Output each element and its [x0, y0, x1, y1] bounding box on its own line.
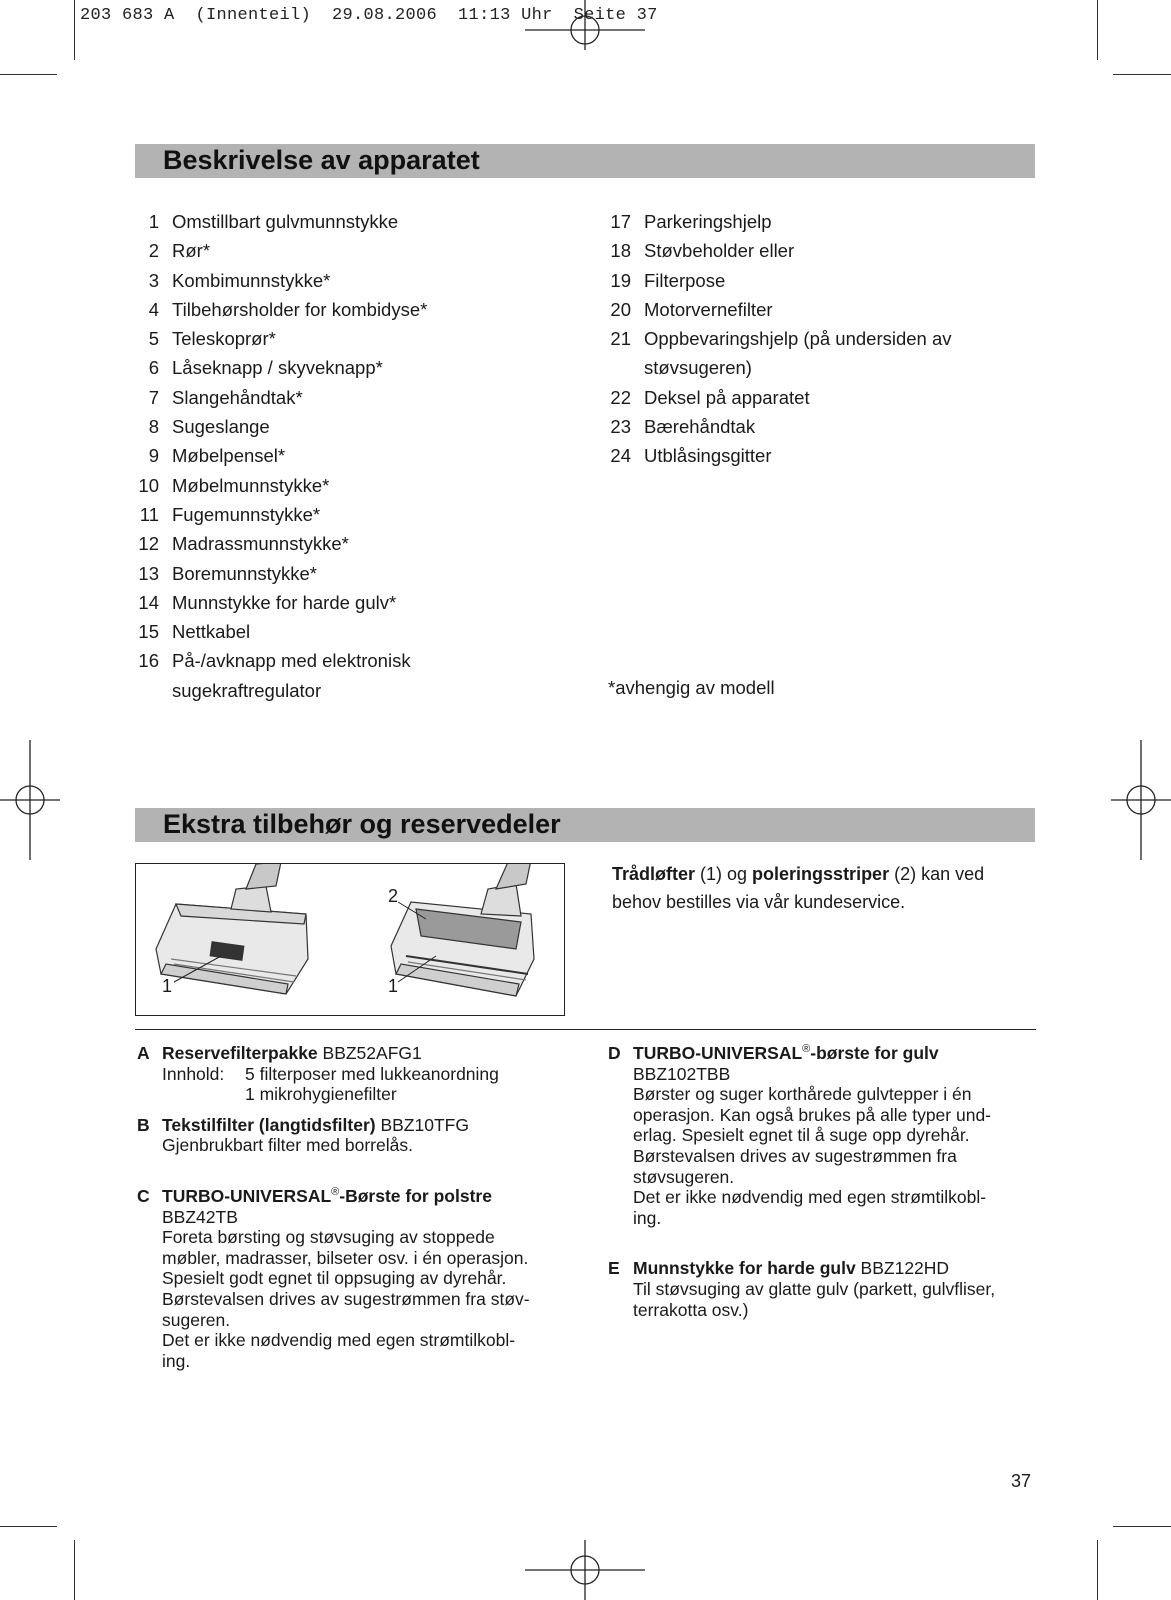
list-item	[595, 324, 952, 353]
item-number: 22	[610, 386, 631, 408]
list-item	[595, 412, 952, 441]
list-item	[123, 588, 427, 617]
item-label: Fugemunnstykke*	[172, 503, 321, 525]
list-item	[123, 295, 427, 324]
item-letter: D	[608, 1043, 621, 1063]
item-number: 7	[148, 386, 159, 408]
item-label: sugekraftregulator	[172, 679, 322, 701]
accessory-column-right	[608, 1043, 1048, 1320]
registration-mark-icon	[1111, 740, 1171, 860]
list-item	[595, 295, 952, 324]
item-label: Slangehåndtak*	[172, 386, 303, 408]
note-text: (1) og	[695, 864, 753, 884]
note-bold-term: poleringsstriper	[752, 864, 890, 884]
list-item	[595, 266, 952, 295]
accessory-item-e	[608, 1258, 1048, 1320]
item-number: 24	[610, 445, 631, 467]
section-heading-bar	[135, 144, 1035, 178]
item-letter: E	[608, 1258, 620, 1279]
item-number: 2	[148, 240, 159, 262]
description-line: støvsugeren.	[633, 1166, 735, 1187]
item-number: 14	[138, 591, 159, 613]
description-line: erlag. Spesielt egnet til å suge opp dyrehår.	[633, 1125, 970, 1146]
item-label: Støvbeholder eller	[644, 240, 795, 262]
list-item	[595, 441, 952, 470]
note-bold-term: Trådløfter	[612, 864, 696, 884]
nozzle-illustration-frame	[135, 863, 565, 1016]
list-item	[123, 500, 427, 529]
crop-mark	[0, 74, 57, 75]
list-item	[595, 236, 952, 265]
list-item	[123, 207, 427, 236]
divider-rule	[135, 1029, 1036, 1030]
item-label: Nettkabel	[172, 621, 251, 643]
item-name: TURBO-UNIVERSAL	[633, 1043, 803, 1063]
accessory-item-d	[608, 1043, 1048, 1228]
note-text: (2) kan ved	[889, 864, 985, 884]
contents-label: Innhold:	[162, 1063, 225, 1084]
item-label: Tilbehørsholder for kombidyse*	[172, 298, 428, 320]
registered-mark: ®	[331, 1186, 340, 1199]
item-code: BBZ42TB	[162, 1206, 238, 1227]
item-label: Møbelpensel*	[172, 445, 286, 467]
contents-line: 5 filterposer med lukkeanordning	[245, 1063, 499, 1084]
list-item	[595, 207, 952, 236]
description-line: Til støvsuging av glatte gulv (parkett, gulvfliser,	[633, 1278, 996, 1299]
item-description	[162, 1227, 597, 1371]
item-description	[633, 1084, 1048, 1228]
registration-mark-icon	[0, 740, 60, 860]
item-number: 19	[610, 269, 631, 291]
item-number: 21	[610, 328, 631, 350]
description-line: Spesielt godt egnet til oppsuging av dyrehår.	[162, 1268, 507, 1289]
item-code: BBZ10TFG	[375, 1114, 469, 1135]
nozzle-left-drawing	[156, 864, 308, 994]
item-label: Låseknapp / skyveknapp*	[172, 357, 383, 379]
item-name: Reservefilterpakke	[162, 1043, 318, 1063]
list-item	[123, 471, 427, 500]
item-number: 15	[138, 621, 159, 643]
callout-label: 1	[388, 976, 399, 996]
crop-mark	[1097, 1540, 1098, 1600]
item-label: Deksel på apparatet	[644, 386, 810, 408]
item-name: Munnstykke for harde gulv	[633, 1258, 856, 1279]
item-number: 13	[138, 562, 159, 584]
registration-mark-icon	[525, 0, 645, 50]
section-title-description: Beskrivelse av apparatet	[163, 145, 480, 175]
list-item	[595, 383, 952, 412]
description-line: operasjon. Kan også brukes på alle typer und-	[633, 1104, 992, 1125]
description-line: terrakotta osv.)	[633, 1299, 749, 1320]
item-label: Teleskoprør*	[172, 328, 276, 350]
item-label: Munnstykke for harde gulv*	[172, 591, 397, 613]
item-label: Filterpose	[644, 269, 726, 291]
floor-nozzle-illustration	[136, 864, 564, 1015]
description-line: møbler, madrasser, bilseter osv. i én operasjon.	[162, 1247, 529, 1268]
nozzle-right-drawing	[391, 864, 534, 996]
item-name: Tekstilfilter (langtidsfilter)	[162, 1114, 376, 1135]
callout-label: 2	[388, 886, 399, 906]
section-title-accessories: Ekstra tilbehør og reservedeler	[163, 809, 561, 839]
item-number: 6	[148, 357, 159, 379]
item-name: -børste for gulv	[810, 1043, 939, 1063]
item-label: Omstillbart gulvmunnstykke	[172, 211, 399, 232]
list-item	[123, 383, 427, 412]
accessory-item-c	[137, 1186, 597, 1371]
item-label: Parkeringshjelp	[644, 211, 772, 232]
registration-mark-icon	[525, 1540, 645, 1600]
note-text: behov bestilles via vår kundeservice.	[612, 892, 906, 912]
item-number: 11	[139, 503, 159, 525]
accessory-item-b	[137, 1115, 597, 1156]
parts-list-right	[595, 207, 952, 471]
section-heading-bar	[135, 808, 1035, 842]
item-number: 1	[148, 211, 159, 232]
crop-mark	[0, 1526, 57, 1527]
list-item-continuation	[123, 676, 427, 705]
print-slug: 203 683 A (Innenteil) 29.08.2006 11:13 Uhr Seite 37	[80, 6, 658, 25]
model-footnote: *avhengig av modell	[608, 677, 775, 698]
description-line: Børstevalsen drives av sugestrømmen fra støv-	[162, 1288, 530, 1309]
contents-line: 1 mikrohygienefilter	[245, 1084, 397, 1105]
list-item	[123, 617, 427, 646]
description-line: Børstevalsen drives av sugestrømmen fra	[633, 1145, 957, 1166]
item-label: Utblåsingsgitter	[644, 445, 772, 467]
description-line: ing.	[162, 1350, 191, 1371]
list-item-continuation	[595, 353, 952, 382]
item-letter: B	[137, 1114, 150, 1135]
description-line: sugeren.	[162, 1309, 231, 1330]
page-number: 37	[1011, 1471, 1032, 1491]
item-number: 5	[148, 328, 159, 350]
item-code: BBZ52AFG1	[317, 1043, 422, 1063]
list-item	[123, 412, 427, 441]
crop-mark	[1113, 1526, 1171, 1527]
item-description	[633, 1279, 1048, 1320]
item-number: 18	[610, 240, 631, 262]
description-line: Børster og suger korthårede gulvtepper i én	[633, 1084, 972, 1105]
list-item	[123, 266, 427, 295]
item-label: Sugeslange	[172, 416, 270, 438]
accessory-item-a	[137, 1043, 597, 1105]
item-letter: A	[137, 1043, 150, 1063]
list-item	[123, 559, 427, 588]
item-label: På-/avknapp med elektronisk	[172, 650, 411, 672]
crop-mark	[1097, 0, 1098, 60]
item-label: Oppbevaringshjelp (på undersiden av	[644, 328, 952, 350]
description-line: Det er ikke nødvendig med egen strømtilkobl-	[162, 1330, 516, 1351]
item-number: 12	[138, 533, 159, 555]
item-name: -Børste for polstre	[339, 1185, 492, 1206]
item-name: TURBO-UNIVERSAL	[162, 1185, 332, 1206]
item-number: 3	[148, 269, 159, 291]
description-line: Det er ikke nødvendig med egen strømtilkobl-	[633, 1187, 987, 1208]
item-number: 9	[148, 445, 159, 467]
description-line: Foreta børsting og støvsuging av stoppede	[162, 1227, 495, 1248]
accessory-column-left	[137, 1043, 597, 1371]
item-label: Boremunnstykke*	[172, 562, 317, 584]
item-number: 10	[138, 474, 159, 496]
item-label: Madrassmunnstykke*	[172, 533, 349, 555]
list-item	[123, 236, 427, 265]
item-number: 23	[610, 416, 631, 438]
list-item	[123, 646, 427, 675]
callout-label: 1	[162, 976, 173, 996]
item-code: BBZ102TBB	[633, 1063, 731, 1084]
item-number: 16	[138, 650, 159, 672]
crop-mark	[74, 0, 75, 60]
item-number: 4	[148, 298, 159, 320]
item-letter: C	[137, 1185, 150, 1206]
list-item	[123, 441, 427, 470]
item-number: 20	[610, 298, 631, 320]
item-label: Motorvernefilter	[644, 298, 773, 320]
crop-mark	[1113, 74, 1171, 75]
list-item	[123, 353, 427, 382]
item-number: 8	[148, 416, 159, 438]
list-item	[123, 529, 427, 558]
item-label: Møbelmunnstykke*	[172, 474, 330, 496]
registered-mark: ®	[802, 1043, 811, 1056]
item-label: Kombimunnstykke*	[172, 269, 331, 291]
crop-mark	[74, 1540, 75, 1600]
item-description: Gjenbrukbart filter med borrelås.	[162, 1135, 413, 1156]
item-label: Bærehåndtak	[644, 416, 756, 438]
list-item	[123, 324, 427, 353]
description-line: ing.	[633, 1207, 662, 1228]
item-number: 17	[610, 211, 631, 232]
item-label: Rør*	[172, 240, 211, 262]
item-code: BBZ122HD	[855, 1258, 950, 1279]
parts-list-left	[123, 207, 427, 705]
item-label: støvsugeren)	[644, 357, 752, 379]
accessory-note	[612, 860, 1032, 916]
